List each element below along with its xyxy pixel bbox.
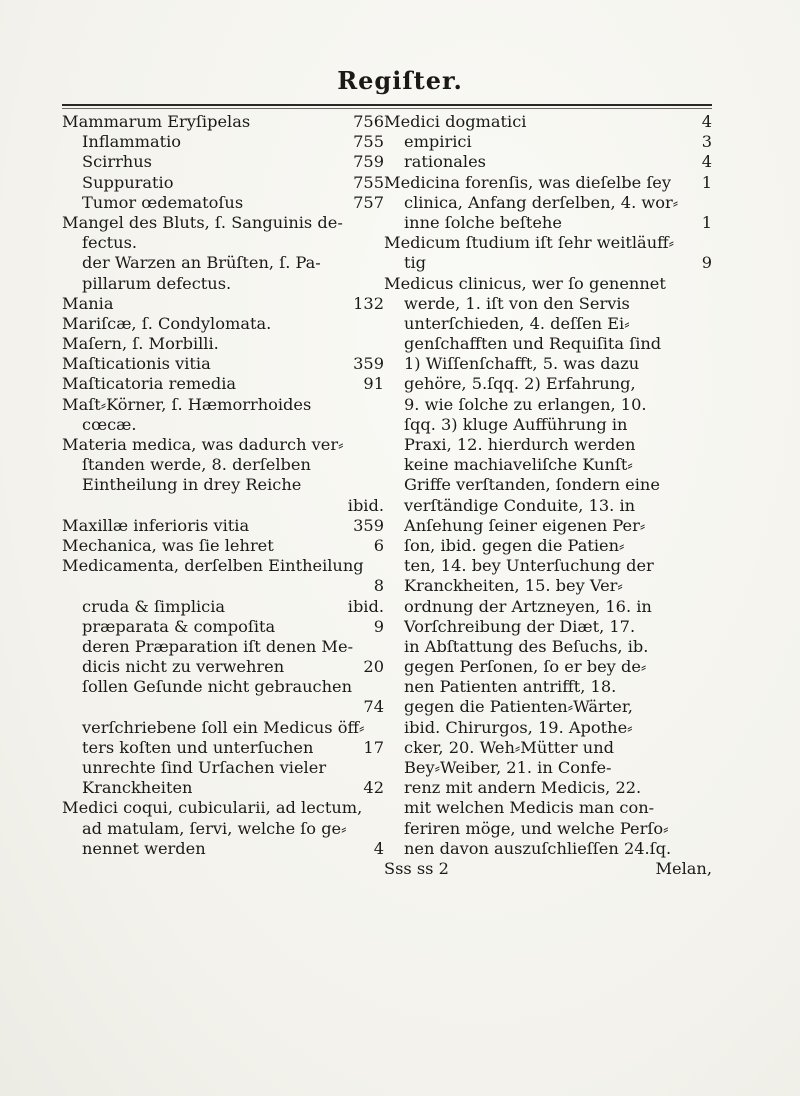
entry-term: Mangel des Bluts, ſ. Sanguinis de- — [62, 212, 343, 232]
entry-term: in Abſtattung des Beſuchs, ib. — [404, 636, 649, 656]
entry-page-number: 9 — [701, 253, 712, 273]
entry-term: Griffe verſtanden, ſondern eine — [404, 475, 660, 495]
entry-page-number: 4 — [701, 152, 712, 172]
entry-term: unrechte ſind Urſachen vieler — [82, 758, 327, 777]
index-entry — [62, 354, 384, 374]
entry-term: ſon, ibid. gegen die Patien⸗ — [404, 535, 625, 555]
index-entry — [384, 334, 712, 354]
index-entry — [384, 213, 712, 233]
index-entry — [384, 677, 712, 697]
index-entry — [62, 314, 384, 334]
entry-term: verſchriebene ſoll ein Medicus öff⸗ — [82, 717, 365, 737]
index-entry — [62, 233, 384, 253]
entry-term: unterſchieden, 4. deſſen Ei⸗ — [404, 313, 630, 333]
index-entry — [384, 637, 712, 657]
entry-term: Suppuratio — [82, 172, 174, 192]
entry-page-number: 42 — [363, 778, 384, 798]
index-entry — [62, 253, 384, 273]
index-entry — [62, 576, 384, 596]
catchword: Melan, — [655, 858, 712, 878]
header-rule — [62, 104, 712, 106]
entry-page-number: 757 — [353, 192, 384, 212]
entry-term: dicis nicht zu verwehren — [82, 657, 285, 677]
entry-term: gegen die Patienten⸗Wärter, — [404, 697, 633, 717]
index-entry — [384, 374, 712, 394]
header-rule-thin — [62, 108, 712, 109]
entry-term: Materia medica, was dadurch ver⸗ — [62, 435, 344, 454]
entry-page-number: 74 — [363, 697, 384, 717]
entry-term: nen Patienten antrifft, 18. — [404, 677, 617, 697]
index-entry — [62, 798, 384, 818]
entry-term: verſtändige Conduite, 13. in — [404, 495, 636, 515]
entry-term: Medicum ſtudium iſt ſehr weitläuff⸗ — [384, 233, 675, 253]
entry-term: clinica, Anfang derſelben, 4. wor⸗ — [404, 192, 679, 212]
entry-term: gegen Perſonen, ſo er bey de⸗ — [404, 657, 647, 677]
index-entry — [384, 516, 712, 536]
entry-term: 9. wie ſolche zu erlangen, 10. — [404, 394, 647, 414]
entry-term: Mania — [62, 293, 114, 313]
index-entry — [62, 455, 384, 475]
index-entry — [62, 193, 384, 213]
index-entry — [62, 274, 384, 294]
index-entry — [384, 859, 712, 879]
entry-term: genſchafften und Requiſita ſind — [404, 334, 662, 354]
index-entry — [62, 173, 384, 193]
entry-term: Bey⸗Weiber, 21. in Confe- — [404, 758, 612, 777]
index-entry — [62, 395, 384, 415]
index-entry — [62, 677, 384, 697]
index-entry — [384, 758, 712, 778]
index-entry — [384, 597, 712, 617]
index-entry — [62, 778, 384, 798]
index-entry — [62, 637, 384, 657]
entry-term: renz mit andern Medicis, 22. — [404, 778, 642, 798]
index-entry — [62, 536, 384, 556]
entry-term: ibid. Chirurgos, 19. Apothe⸗ — [404, 717, 633, 737]
entry-page-number: 20 — [363, 657, 384, 677]
entry-term: Maſticationis vitia — [62, 354, 211, 374]
index-entry — [62, 718, 384, 738]
index-entry — [384, 112, 712, 132]
index-entry — [384, 354, 712, 374]
index-entry — [62, 334, 384, 354]
index-entry — [62, 617, 384, 637]
entry-term: Maxillæ inferioris vitia — [62, 515, 250, 535]
index-entry — [384, 294, 712, 314]
entry-term: nennet werden — [82, 838, 206, 858]
index-entry — [62, 132, 384, 152]
index-entry — [62, 657, 384, 677]
entry-term: ſtanden werde, 8. derſelben — [82, 455, 311, 475]
index-entry — [384, 415, 712, 435]
entry-term: Praxi, 12. hierdurch werden — [404, 435, 636, 454]
index-entry — [384, 152, 712, 172]
index-entry — [62, 758, 384, 778]
index-entry — [62, 597, 384, 617]
entry-term: pillarum defectus. — [82, 273, 232, 293]
entry-term: rationales — [404, 152, 486, 172]
index-entry — [384, 798, 712, 818]
entry-term: empirici — [404, 132, 472, 152]
entry-term: fectus. — [82, 233, 138, 253]
index-entry — [62, 112, 384, 132]
entry-term: ad matulam, ſervi, welche ſo ge⸗ — [82, 818, 347, 838]
index-entry — [62, 475, 384, 495]
entry-term: nen davon auszuſchlieſſen 24.ſq. — [404, 838, 672, 858]
entry-page-number: 4 — [701, 112, 712, 131]
index-entry — [384, 455, 712, 475]
index-entry — [62, 697, 384, 717]
index-entry — [384, 253, 712, 273]
entry-page-number: 756 — [353, 112, 384, 131]
entry-term: gehöre, 5.ſqq. 2) Erfahrung, — [404, 374, 636, 394]
index-entry — [384, 193, 712, 213]
index-entry — [384, 233, 712, 253]
entry-term: præparata & compoſita — [82, 616, 276, 636]
entry-term: Eintheilung in drey Reiche — [82, 475, 302, 495]
entry-page-number: 8 — [373, 576, 384, 596]
entry-page-number: 91 — [363, 374, 384, 394]
index-entry — [62, 152, 384, 172]
index-entry — [384, 576, 712, 596]
index-entry — [384, 697, 712, 717]
index-entry — [384, 819, 712, 839]
index-entry — [384, 839, 712, 859]
entry-term: keine machiaveliſche Kunſt⸗ — [404, 455, 633, 475]
entry-page-number: 4 — [373, 838, 384, 858]
index-entry — [384, 314, 712, 334]
entry-page-number: 755 — [353, 132, 384, 152]
index-entry — [384, 657, 712, 677]
entry-term: Maſern, ſ. Morbilli. — [62, 334, 219, 354]
entry-term: werde, 1. iſt von den Servis — [404, 293, 630, 313]
right-column — [384, 112, 712, 879]
page-title: Regiſter. — [337, 66, 463, 95]
entry-term: Tumor œdematoſus — [82, 192, 244, 212]
entry-page-number: 359 — [353, 515, 384, 535]
entry-term: Inflammatio — [82, 132, 182, 152]
entry-term: ſollen Geſunde nicht gebrauchen — [82, 677, 353, 697]
entry-page-number: 359 — [353, 354, 384, 374]
index-entry — [384, 778, 712, 798]
index-entry — [384, 496, 712, 516]
index-entry — [62, 496, 384, 516]
entry-term: Kranckheiten — [82, 778, 193, 798]
entry-term: Vorſchreibung der Diæt, 17. — [404, 616, 636, 636]
index-entry — [384, 617, 712, 637]
entry-term: Medici coqui, cubicularii, ad lectum, — [62, 798, 363, 818]
entry-term: Mariſcæ, ſ. Condylomata. — [62, 313, 272, 333]
index-entry — [62, 819, 384, 839]
entry-term: deren Præparation iſt denen Me- — [82, 636, 354, 656]
entry-term: feriren möge, und welche Perſo⸗ — [404, 818, 669, 838]
entry-page-number: 3 — [701, 132, 712, 152]
entry-term: Medicus clinicus, wer ſo genennet — [384, 273, 666, 293]
entry-page-number: 132 — [353, 293, 384, 313]
entry-term: ſqq. 3) kluge Aufführung in — [404, 414, 628, 434]
entry-page-number: 1 — [701, 172, 712, 192]
entry-page-number: 6 — [373, 535, 384, 555]
index-entry — [62, 738, 384, 758]
index-entry — [384, 132, 712, 152]
entry-term: tig — [404, 253, 427, 273]
entry-term: 1) Wiſſenſchafft, 5. was dazu — [404, 354, 640, 374]
index-entry — [62, 294, 384, 314]
entry-term: cœcæ. — [82, 414, 137, 434]
entry-term: Maſticatoria remedia — [62, 374, 237, 394]
entry-term: ordnung der Artzneyen, 16. in — [404, 596, 652, 616]
entry-term: Kranckheiten, 15. bey Ver⸗ — [404, 576, 623, 596]
index-entry — [384, 173, 712, 193]
index-entry — [62, 374, 384, 394]
entry-page-number: 17 — [363, 737, 384, 757]
index-entry — [62, 415, 384, 435]
entry-term: cker, 20. Weh⸗Mütter und — [404, 737, 614, 757]
entry-term: Medicina forenſis, was dieſelbe ſey — [384, 172, 672, 192]
entry-term: Maſt⸗Körner, ſ. Hæmorrhoides — [62, 394, 312, 414]
index-entry — [384, 435, 712, 455]
entry-term: Mechanica, was ſie lehret — [62, 535, 274, 555]
entry-term: Medicamenta, derſelben Eintheilung — [62, 556, 364, 576]
index-entry — [384, 536, 712, 556]
entry-page-number: 9 — [373, 616, 384, 636]
index-entry — [384, 274, 712, 294]
entry-term: inne ſolche beſtehe — [404, 212, 562, 232]
index-entry — [384, 395, 712, 415]
entry-page-number: ibid. — [347, 596, 384, 616]
index-entry — [62, 516, 384, 536]
index-entry — [62, 839, 384, 859]
index-entry — [384, 738, 712, 758]
entry-page-number: ibid. — [347, 495, 384, 515]
entry-term: ters koſten und unterſuchen — [82, 737, 314, 757]
entry-page-number: 755 — [353, 172, 384, 192]
index-entry — [62, 213, 384, 233]
signature-mark: Sss ss 2 — [384, 858, 449, 878]
index-entry — [62, 435, 384, 455]
entry-page-number: 1 — [701, 212, 712, 232]
index-entry — [384, 718, 712, 738]
left-column — [62, 112, 384, 859]
entry-term: mit welchen Medicis man con- — [404, 798, 655, 818]
index-entry — [384, 556, 712, 576]
entry-term: Mammarum Eryſipelas — [62, 112, 251, 131]
entry-term: Scirrhus — [82, 152, 152, 172]
entry-term: Medici dogmatici — [384, 112, 527, 131]
entry-term: Anſehung ſeiner eigenen Per⸗ — [404, 515, 646, 535]
entry-term: der Warzen an Brüſten, ſ. Pa- — [82, 253, 321, 273]
index-entry — [384, 475, 712, 495]
entry-page-number: 759 — [353, 152, 384, 172]
entry-term: ten, 14. bey Unterſuchung der — [404, 556, 654, 576]
index-entry — [62, 556, 384, 576]
entry-term: cruda & ſimplicia — [82, 596, 226, 616]
